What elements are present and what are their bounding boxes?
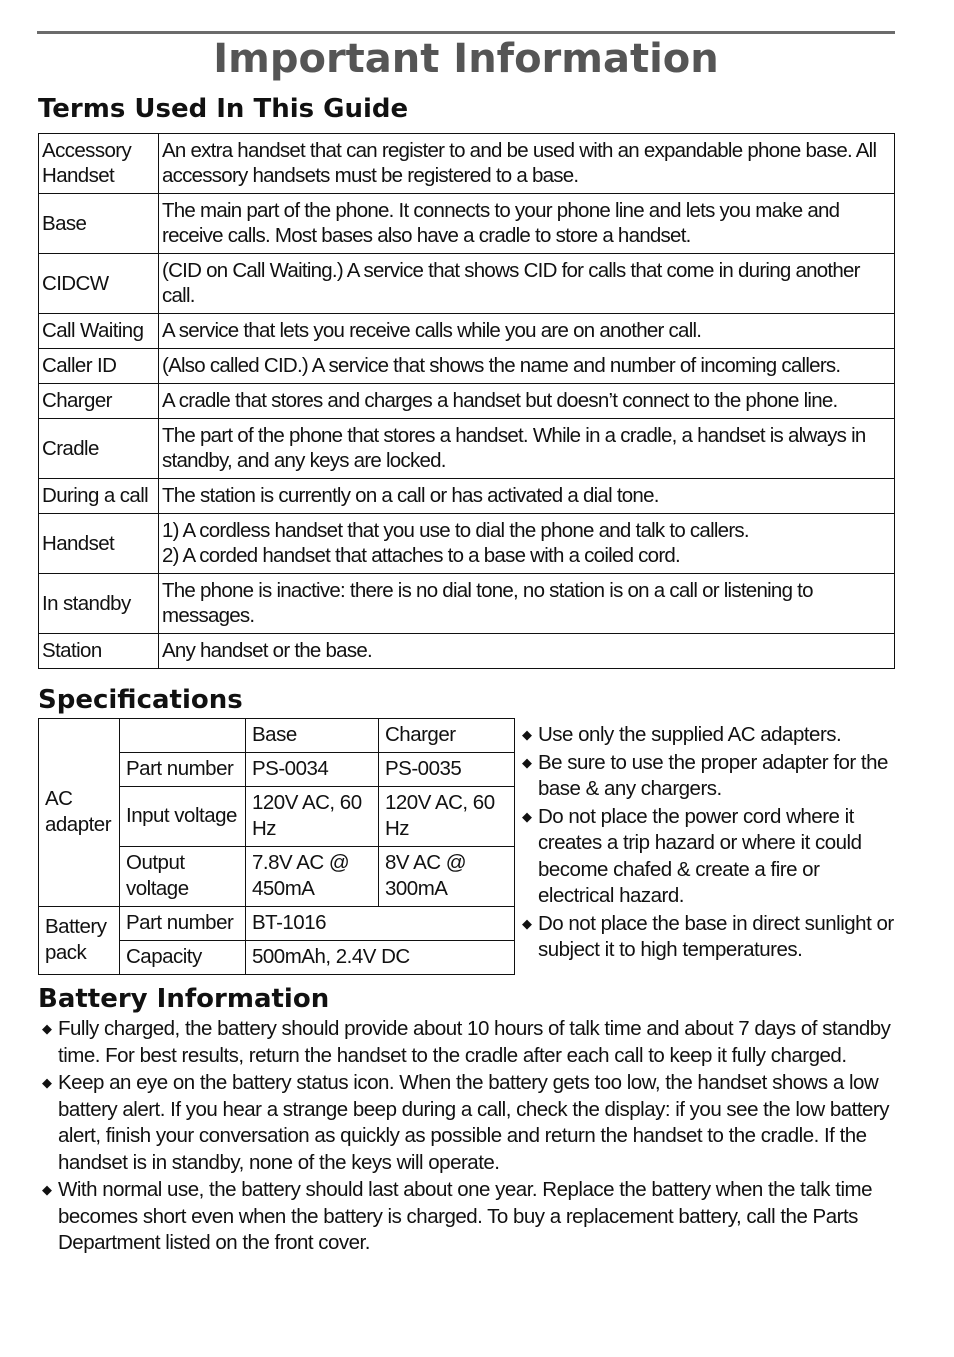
output-voltage-charger: 8V AC @ 300mA <box>379 847 515 907</box>
list-item <box>41 1070 897 1176</box>
diamond-bullet-icon: ◆ <box>42 1075 52 1090</box>
definition-cell: The main part of the phone. It connects to your phone line and lets you make and receive calls. Most bases also have a cradle to store a handset. <box>159 194 895 254</box>
definition-cell: Any handset or the base. <box>159 634 895 669</box>
definition-line: 2) A corded handset that attaches to a base with a coiled cord. <box>162 544 681 567</box>
battery-pack-group: Battery pack <box>39 907 120 975</box>
diamond-bullet-icon: ◆ <box>522 754 532 770</box>
terms-heading: Terms Used In This Guide <box>38 94 409 124</box>
term-cell: Call Waiting <box>39 314 159 349</box>
note-text: Do not place the power cord where it creates a trip hazard or where it could become chafed & create a fire or electrical hazard. <box>538 804 862 907</box>
diamond-bullet-icon: ◆ <box>522 727 532 742</box>
table-row <box>39 314 895 349</box>
definition-cell: The part of the phone that stores a handset. While in a cradle, a handset is always in standby, and any keys are locked. <box>159 419 895 479</box>
battery-text: Keep an eye on the battery status icon. When the battery gets too low, the handset shows a low battery alert. If you hear a strange beep during a call, check the display: if you see the low battery alert, finish your conversation as quickly as possible and return the handset to the cradle. If the handset is in standby, none of the keys will operate. <box>58 1071 890 1174</box>
specs-heading: Specifications <box>38 685 243 715</box>
definition-cell: The phone is inactive: there is no dial tone, no station is on a call or listening to messages. <box>159 574 895 634</box>
capacity-label: Capacity <box>120 941 246 975</box>
table-row <box>39 254 895 314</box>
input-voltage-charger: 120V AC, 60 Hz <box>379 787 515 847</box>
table-row <box>39 574 895 634</box>
term-cell: Base <box>39 194 159 254</box>
part-number-label: Part number <box>120 753 246 787</box>
battery-text: Fully charged, the battery should provide about 10 hours of talk time and about 7 days of standby time. For best results, return the handset to the cradle after each call to keep it fully charged. <box>58 1017 891 1067</box>
output-voltage-base: 7.8V AC @ 450mA <box>246 847 379 907</box>
adapter-notes-list <box>521 722 897 965</box>
list-item <box>521 804 897 910</box>
diamond-bullet-icon: ◆ <box>42 1182 52 1197</box>
page-title: Important Information <box>213 36 719 82</box>
output-voltage-label: Output voltage <box>120 847 246 907</box>
list-item <box>41 1016 897 1069</box>
part-number-base: PS-0034 <box>246 753 379 787</box>
definition-cell: The station is currently on a call or has activated a dial tone. <box>159 479 895 514</box>
table-row <box>39 194 895 254</box>
specs-table <box>38 718 515 975</box>
blank-header-cell <box>120 719 246 753</box>
note-text: Do not place the base in direct sunlight or subject it to high temperatures. <box>538 911 894 961</box>
table-row <box>39 349 895 384</box>
diamond-bullet-icon: ◆ <box>522 808 532 824</box>
term-cell: Station <box>39 634 159 669</box>
battery-text: With normal use, the battery should last about one year. Replace the battery when the talk time becomes short even when the battery is charged. To buy a replacement battery, call the Parts Department listed on the front cover. <box>58 1178 872 1254</box>
definition-cell <box>159 514 895 574</box>
term-cell: Charger <box>39 384 159 419</box>
list-item <box>521 722 897 749</box>
ac-adapter-group: AC adapter <box>39 719 120 907</box>
list-item <box>521 750 897 803</box>
diamond-bullet-icon: ◆ <box>42 1021 52 1036</box>
battery-part-label: Part number <box>120 907 246 941</box>
list-item <box>41 1177 897 1257</box>
definition-cell: An extra handset that can register to and be used with an expandable phone base. All accessory handsets must be registered to a base. <box>159 134 895 194</box>
definition-cell: A cradle that stores and charges a handset but doesn’t connect to the phone line. <box>159 384 895 419</box>
column-header-base: Base <box>246 719 379 753</box>
term-cell: In standby <box>39 574 159 634</box>
term-cell: Caller ID <box>39 349 159 384</box>
diamond-bullet-icon: ◆ <box>522 915 532 931</box>
term-cell: Cradle <box>39 419 159 479</box>
input-voltage-label: Input voltage <box>120 787 246 847</box>
table-row <box>39 907 515 941</box>
table-row <box>39 634 895 669</box>
table-row <box>39 419 895 479</box>
battery-info-list <box>41 1016 897 1258</box>
definition-cell: (CID on Call Waiting.) A service that shows CID for calls that come in during another call. <box>159 254 895 314</box>
table-row <box>39 719 515 753</box>
column-header-charger: Charger <box>379 719 515 753</box>
battery-part-value: BT-1016 <box>246 907 515 941</box>
part-number-charger: PS-0035 <box>379 753 515 787</box>
term-cell: Handset <box>39 514 159 574</box>
term-cell: During a call <box>39 479 159 514</box>
capacity-value: 500mAh, 2.4V DC <box>246 941 515 975</box>
terms-table <box>38 133 895 669</box>
definition-line: 1) A cordless handset that you use to dial the phone and talk to callers. <box>162 519 749 542</box>
definition-cell: A service that lets you receive calls while you are on another call. <box>159 314 895 349</box>
note-text: Be sure to use the proper adapter for the base & any chargers. <box>538 750 888 800</box>
list-item <box>521 911 897 964</box>
input-voltage-base: 120V AC, 60 Hz <box>246 787 379 847</box>
table-row <box>39 514 895 574</box>
note-text: Use only the supplied AC adapters. <box>538 723 842 746</box>
term-cell: Accessory Handset <box>39 134 159 194</box>
definition-cell: (Also called CID.) A service that shows the name and number of incoming callers. <box>159 349 895 384</box>
table-row <box>39 384 895 419</box>
term-cell: CIDCW <box>39 254 159 314</box>
table-row <box>39 134 895 194</box>
table-row <box>39 479 895 514</box>
battery-heading: Battery Information <box>38 984 330 1014</box>
